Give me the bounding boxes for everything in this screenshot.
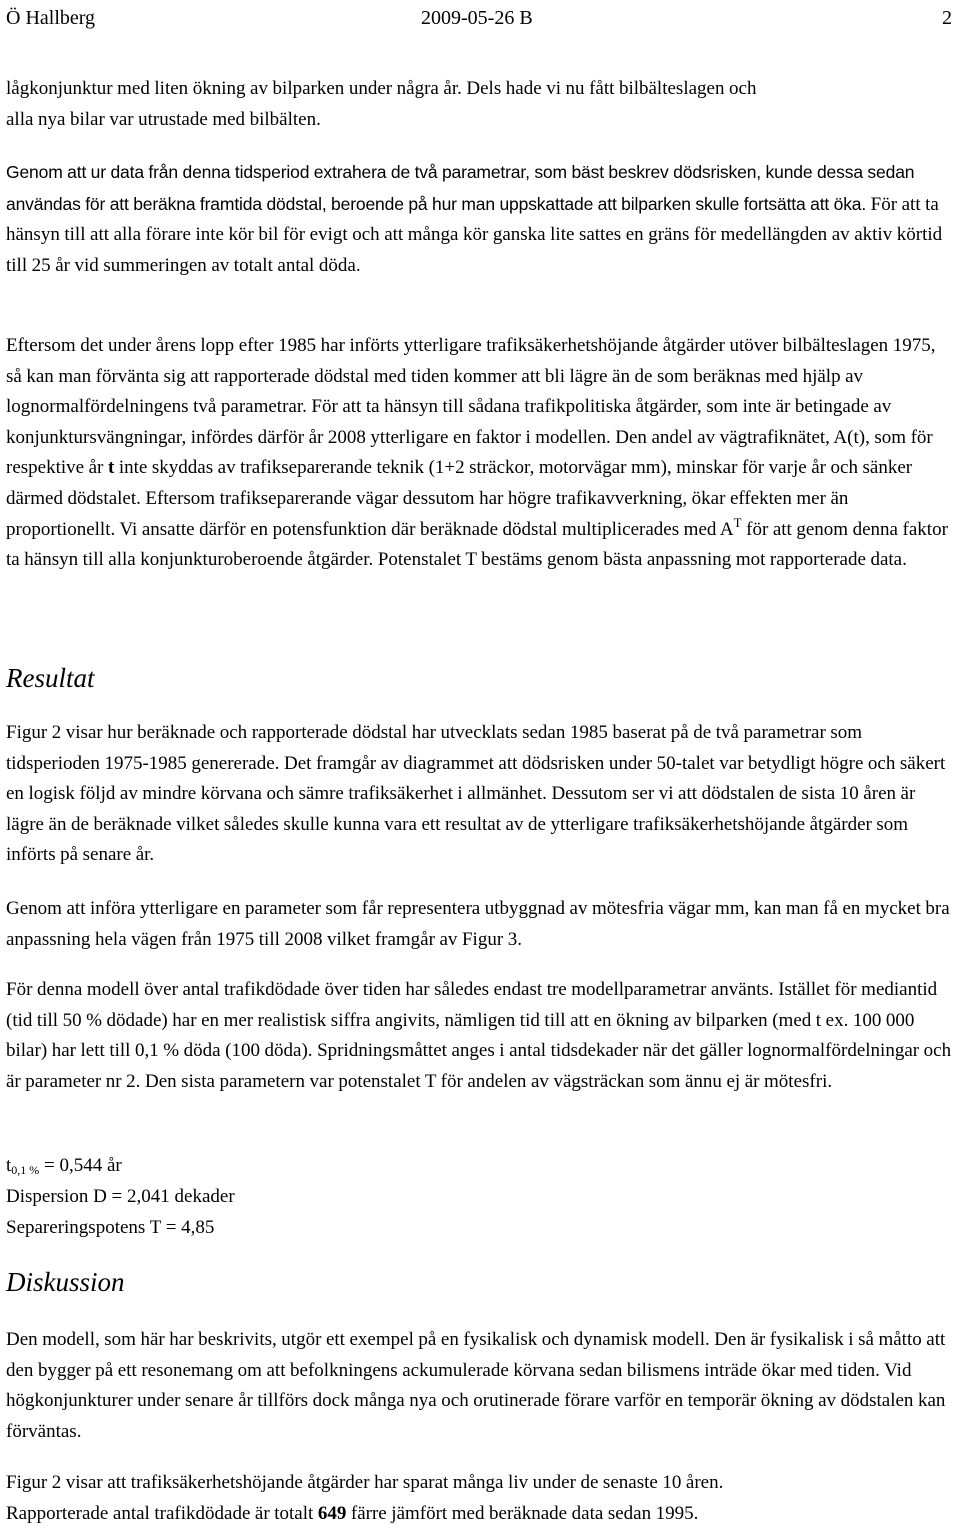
superscript-t: T <box>733 514 742 530</box>
heading-resultat: Resultat <box>6 663 95 693</box>
param-t-line <box>6 1151 954 1182</box>
header-doc-id: 2009-05-26 B <box>421 7 533 29</box>
paragraph-parameters-serif: För att ta hänsyn till att alla förare inte kör bil för evigt och att många kör ganska lite sattes en gräns för medellängden av aktiv körtid till 25 år vid summeringen av totalt antal döda. <box>6 193 943 276</box>
paragraph-discussion-text: Den modell, som här har beskrivits, utgör ett exempel på en fysikalisk och dynamisk modell. Den är fysikalisk i så måtto att den bygger på ett resonemang om att befolkningens ackumulerade körvana sedan bilismens inträde ökar med tiden. Vid högkonjunkturer under senare år tillförs dock många nya och orutinerade förare varför en temporär ökning av dödstalen kan förväntas. <box>6 1329 946 1442</box>
paragraph-measures <box>6 331 954 576</box>
paragraph-summary-line-2-pre: Rapporterade antal trafikdödade är totalt <box>6 1502 318 1524</box>
heading-diskussion: Diskussion <box>6 1267 125 1297</box>
paragraph-parameters <box>6 157 954 281</box>
header-page-number: 2 <box>942 7 952 29</box>
paragraph-intro <box>6 74 954 135</box>
paragraph-figure-3-text: Genom att införa ytterligare en parameter som får representera utbyggnad av mötesfria vägar mm, kan man få en mycket bra anpassning hela vägen från 1975 till 2008 vilket framgår av Figur 3. <box>6 898 950 950</box>
paragraph-parameters-sans: Genom att ur data från denna tidsperiod extrahera de två parametrar, som bäst beskrev dödsrisken, kunde dessa sedan användas för att beräkna framtida dödstal, beroende på hur man uppskattade att bilparken skulle fortsätta att öka. <box>6 162 915 214</box>
paragraph-model-params <box>6 975 954 1097</box>
paragraph-measures-part-3: för att genom denna faktor ta hänsyn till alla konjunkturoberoende åtgärder. Potenstalet T bestäms genom bästa anpassning mot rapporterade data. <box>6 518 948 571</box>
paragraph-summary-line-2-post: färre jämfört med beräknade data sedan 1995. <box>346 1502 699 1524</box>
paragraph-figure-2 <box>6 718 954 871</box>
param-t-base: t <box>6 1155 12 1176</box>
paragraph-measures-part-2: inte skyddas av trafikseparerande teknik (1+2 sträckor, motorvägar mm), minskar för varje år och sänker därmed dödstalet. Eftersom trafikseparerande vägar dessutom har högre trafikavverkning, ökar effekten mer än proportionellt. Vi ansatte därför en potensfunktion där beräknade dödstal multiplicerades med A <box>6 457 913 540</box>
page-header <box>6 4 952 32</box>
param-separering-line: Separeringspotens T = 4,85 <box>6 1217 215 1238</box>
paragraph-model-params-text: För denna modell över antal trafikdödade över tiden har således endast tre modellparametrar använts. Istället för mediantid (tid till 50 % dödade) har en mer realistisk siffra angivits, nämligen tid till att en ökning av bilparken (med t ex. 100 000 bilar) har lett till 0,1 % döda (100 döda). Spridningsmåttet anges i antal tidsdekader när det gäller lognormalfördelningar och är parameter nr 2. Den sista parametern var potenstalet T för andelen av vägsträckan som ännu ej är mötesfri. <box>6 979 952 1092</box>
paragraph-summary <box>6 1468 954 1529</box>
param-t-value: = 0,544 år <box>39 1155 122 1176</box>
paragraph-figure-2-text: Figur 2 visar hur beräknade och rapporterade dödstal har utvecklats sedan 1985 baserat på de två parametrar som tidsperioden 1975-1985 genererade. Det framgår av diagrammet att dödsrisken under 50-talet var betydligt högre och säkert en logisk följd av mindre körvana och sämre trafiksäkerhet i allmänhet. Dessutom ser vi att dödstalen de sista 10 åren är lägre än de beräknade vilket således skulle kunna vara ett resultat av de ytterligare trafiksäkerhetshöjande åtgärder som införts på senare år. <box>6 722 946 866</box>
paragraph-intro-line-1: lågkonjunktur med liten ökning av bilparken under några år. Dels hade vi nu fått bilbälteslagen och <box>6 78 757 99</box>
bold-t: t <box>107 457 115 479</box>
paragraph-discussion <box>6 1325 954 1447</box>
header-author: Ö Hallberg <box>6 7 96 29</box>
paragraph-summary-line-1: Figur 2 visar att trafiksäkerhetshöjande åtgärder har sparat många liv under de senaste 10 åren. <box>6 1472 724 1493</box>
paragraph-measures-part-1: Eftersom det under årens lopp efter 1985 har införts ytterligare trafiksäkerhetshöjande åtgärder utöver bilbälteslagen 1975, så kan man förvänta sig att rapporterade dödstal med tiden kommer att bli lägre än de som beräknas med hjälp av lognormalfördelningens två parametrar. För att ta hänsyn till sådana trafikpolitiska åtgärder, som inte är betingade av konjunktursvängningar, infördes därför år 2008 ytterligare en faktor i modellen. Den andel av vägtrafiknätet, A(t), som för respektive år <box>6 335 936 479</box>
bold-649: 649 <box>317 1502 347 1524</box>
paragraph-figure-3 <box>6 894 954 955</box>
param-dispersion-line: Dispersion D = 2,041 dekader <box>6 1186 235 1207</box>
param-t-subscript: 0,1 % <box>11 1163 40 1177</box>
paragraph-intro-line-2: alla nya bilar var utrustade med bilbälten. <box>6 108 321 130</box>
